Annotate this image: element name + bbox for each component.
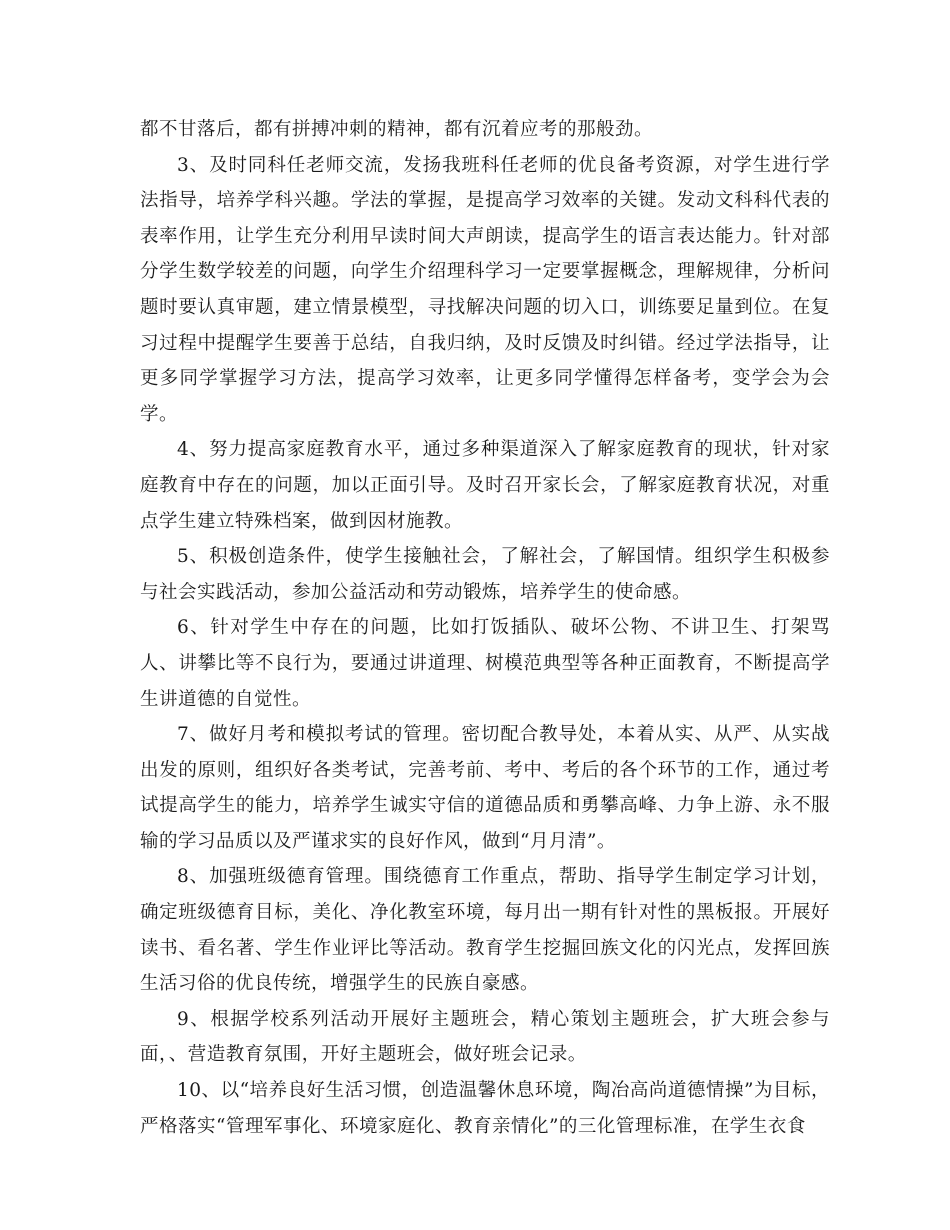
paragraph-continuation: 都不甘落后，都有拼搏冲刺的精神，都有沉着应考的那般劲。 — [140, 119, 654, 140]
paragraph-item-9: 9、根据学校系列活动开展好主题班会，精心策划主题班会，扩大班会参与面，、营造教育氛围，开好主题班会，做好班会记录。 — [140, 1008, 830, 1066]
paragraph-item-6: 6、针对学生中存在的问题，比如打饭插队、破坏公物、不讲卫生、打架骂人、讲攀比等不良行为，要通过讲道理、树模范典型等各种正面教育，不断提高学生讲道德的自觉性。 — [140, 617, 830, 710]
paragraph-item-4: 4、努力提高家庭教育水平，通过多种渠道深入了解家庭教育的现状，针对家庭教育中存在的问题，加以正面引导。及时召开家长会，了解家庭教育状况，对重点学生建立特殊档案，做到因材施教。 — [140, 439, 830, 532]
document-body — [140, 112, 830, 1144]
paragraph-item-3: 3、及时同科任老师交流，发扬我班科任老师的优良备考资源，对学生进行学法指导，培养学科兴趣。学法的掌握，是提高学习效率的关键。发动文科科代表的表率作用，让学生充分利用早读时间大声朗读，提高学生的语言表达能力。针对部分学生数学较差的问题，向学生介绍理科学习一定要掌握概念，理解规律，分析问题时要认真审题，建立情景模型，寻找解决问题的切入口，训练要足量到位。在复习过程中提醒学生要善于总结，自我归纳，及时反馈及时纠错。经过学法指导，让更多同学掌握学习方法，提高学习效率，让更多同学懂得怎样备考，变学会为会学。 — [140, 154, 830, 425]
paragraph-item-8: 8、加强班级德育管理。围绕德育工作重点，帮助、指导学生制定学习计划，确定班级德育目标，美化、净化教室环境，每月出一期有针对性的黑板报。开展好读书、看名著、学生作业评比等活动。教育学生挖掘回族文化的闪光点，发挥回族生活习俗的优良传统，增强学生的民族自豪感。 — [140, 866, 830, 995]
paragraph-item-7: 7、做好月考和模拟考试的管理。密切配合教导处，本着从实、从严、从实战出发的原则，组织好各类考试，完善考前、考中、考后的各个环节的工作，通过考试提高学生的能力，培养学生诚实守信的道德品质和勇攀高峰、力争上游、永不服输的学习品质以及严谨求实的良好作风，做到“月月清”。 — [140, 724, 830, 852]
paragraph-item-10: 10、以“培养良好生活习惯，创造温馨休息环境，陶冶高尚道德情操”为目标，严格落实“管理军事化、环境家庭化、教育亲情化”的三化管理标准，在学生衣食 — [140, 1080, 830, 1137]
paragraph-item-5: 5、积极创造条件，使学生接触社会，了解社会，了解国情。组织学生积极参与社会实践活动，参加公益活动和劳动锻炼，培养学生的使命感。 — [140, 546, 830, 603]
